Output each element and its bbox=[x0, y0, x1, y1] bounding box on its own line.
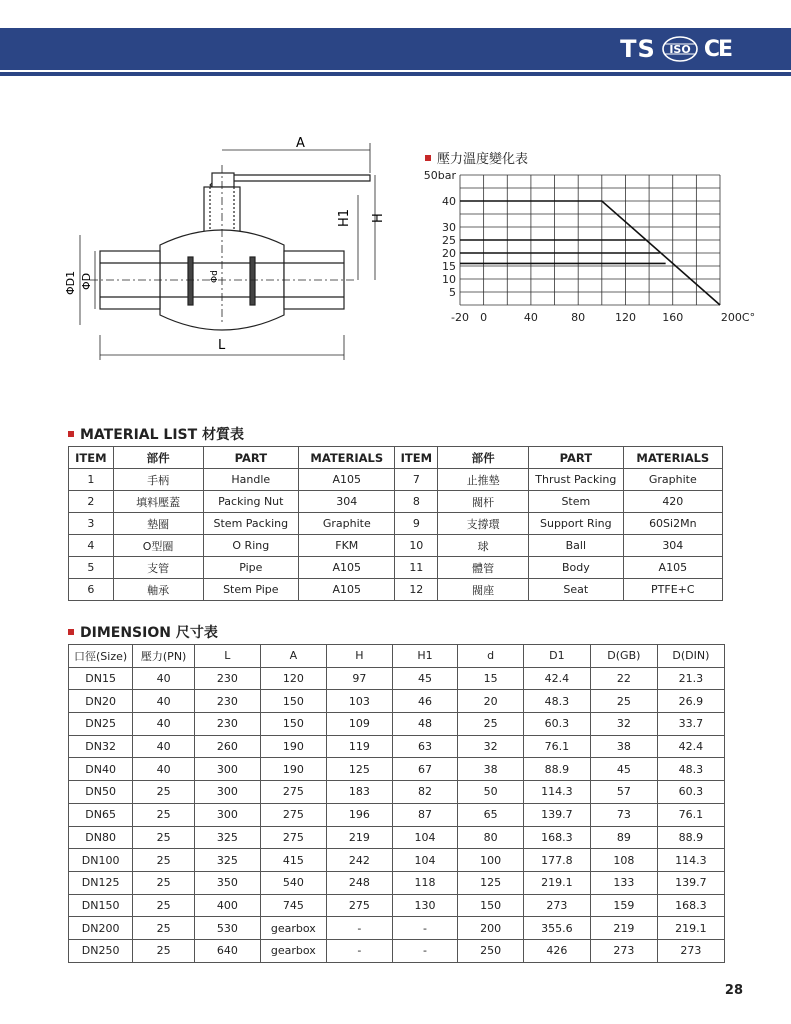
table-cell: 15 bbox=[458, 667, 524, 690]
material-list-title: MATERIAL LIST 材質表 bbox=[68, 424, 244, 444]
table-cell: 手柄 bbox=[113, 469, 203, 491]
table-cell: DN50 bbox=[69, 781, 133, 804]
table-cell: 103 bbox=[327, 690, 393, 713]
bullet-square-icon bbox=[68, 629, 74, 635]
brand-logo bbox=[620, 34, 731, 64]
table-cell: 108 bbox=[590, 849, 657, 872]
table-cell: 200 bbox=[458, 917, 524, 940]
table-cell: 閥座 bbox=[438, 579, 529, 601]
table-cell: 60.3 bbox=[657, 781, 724, 804]
table-cell: 9 bbox=[395, 513, 438, 535]
table-cell: Ball bbox=[529, 535, 624, 557]
dimension-row bbox=[69, 735, 725, 758]
table-cell: 114.3 bbox=[523, 781, 590, 804]
table-cell: DN200 bbox=[69, 917, 133, 940]
table-cell: 125 bbox=[458, 871, 524, 894]
material-table bbox=[68, 446, 723, 601]
table-cell: 219 bbox=[327, 826, 393, 849]
material-header-row bbox=[69, 447, 723, 469]
y-tick-label: 30 bbox=[442, 221, 456, 234]
table-cell: 219.1 bbox=[657, 917, 724, 940]
table-cell: 150 bbox=[260, 713, 326, 736]
dimension-row bbox=[69, 713, 725, 736]
table-cell: 120 bbox=[260, 667, 326, 690]
table-cell: 139.7 bbox=[523, 803, 590, 826]
col-header: D(GB) bbox=[590, 645, 657, 668]
table-cell: 48.3 bbox=[523, 690, 590, 713]
col-header: L bbox=[195, 645, 261, 668]
col-header: ITEM bbox=[395, 447, 438, 469]
table-cell: A105 bbox=[299, 557, 395, 579]
dimension-row bbox=[69, 894, 725, 917]
table-cell: 支撐環 bbox=[438, 513, 529, 535]
table-cell: 415 bbox=[260, 849, 326, 872]
material-row bbox=[69, 513, 723, 535]
page-number: 28 bbox=[724, 983, 743, 998]
table-cell: 82 bbox=[392, 781, 458, 804]
table-cell: 48 bbox=[392, 713, 458, 736]
table-cell: 540 bbox=[260, 871, 326, 894]
table-cell: 軸承 bbox=[113, 579, 203, 601]
table-cell: 275 bbox=[260, 826, 326, 849]
table-cell: 25 bbox=[133, 939, 195, 962]
chart-y-ticks bbox=[424, 169, 457, 299]
table-cell: 1 bbox=[69, 469, 114, 491]
table-cell: 63 bbox=[392, 735, 458, 758]
table-cell: DN125 bbox=[69, 871, 133, 894]
valve-drawing bbox=[60, 135, 390, 370]
table-cell: 304 bbox=[623, 535, 722, 557]
table-cell: DN25 bbox=[69, 713, 133, 736]
table-cell: - bbox=[392, 917, 458, 940]
table-cell: 426 bbox=[523, 939, 590, 962]
dimension-row bbox=[69, 690, 725, 713]
y-tick-label: 15 bbox=[442, 260, 456, 273]
table-cell: PTFE+C bbox=[623, 579, 722, 601]
table-cell: 2 bbox=[69, 491, 114, 513]
table-cell: O Ring bbox=[203, 535, 299, 557]
col-header: D(DIN) bbox=[657, 645, 724, 668]
y-tick-label: 20 bbox=[442, 247, 456, 260]
table-cell: 8 bbox=[395, 491, 438, 513]
table-cell: 275 bbox=[260, 803, 326, 826]
table-cell: gearbox bbox=[260, 939, 326, 962]
table-cell: 46 bbox=[392, 690, 458, 713]
table-cell: 3 bbox=[69, 513, 114, 535]
table-cell: Pipe bbox=[203, 557, 299, 579]
brand-text: TS bbox=[620, 35, 656, 63]
table-cell: 273 bbox=[657, 939, 724, 962]
table-cell: 104 bbox=[392, 826, 458, 849]
table-cell: 32 bbox=[458, 735, 524, 758]
dimension-row bbox=[69, 826, 725, 849]
material-row bbox=[69, 535, 723, 557]
table-cell: 38 bbox=[590, 735, 657, 758]
table-cell: 304 bbox=[299, 491, 395, 513]
table-cell: 22 bbox=[590, 667, 657, 690]
dim-l-label: L bbox=[218, 338, 226, 353]
table-cell: 350 bbox=[195, 871, 261, 894]
table-cell: 60Si2Mn bbox=[623, 513, 722, 535]
table-cell: DN80 bbox=[69, 826, 133, 849]
table-cell: 26.9 bbox=[657, 690, 724, 713]
table-cell: 32 bbox=[590, 713, 657, 736]
table-cell: Stem Packing bbox=[203, 513, 299, 535]
table-cell: 97 bbox=[327, 667, 393, 690]
table-cell: 273 bbox=[590, 939, 657, 962]
col-header: 部件 bbox=[438, 447, 529, 469]
table-cell: 12 bbox=[395, 579, 438, 601]
dimension-row bbox=[69, 939, 725, 962]
table-cell: 177.8 bbox=[523, 849, 590, 872]
table-cell: DN20 bbox=[69, 690, 133, 713]
table-cell: 230 bbox=[195, 713, 261, 736]
col-header: 部件 bbox=[113, 447, 203, 469]
y-tick-label: 40 bbox=[442, 195, 456, 208]
table-cell: 25 bbox=[133, 781, 195, 804]
table-cell: 89 bbox=[590, 826, 657, 849]
table-cell: 25 bbox=[133, 803, 195, 826]
table-cell: 168.3 bbox=[523, 826, 590, 849]
table-cell: 42.4 bbox=[657, 735, 724, 758]
table-cell: Stem Pipe bbox=[203, 579, 299, 601]
table-cell: DN15 bbox=[69, 667, 133, 690]
col-header: PART bbox=[529, 447, 624, 469]
dimension-row bbox=[69, 758, 725, 781]
table-cell: 25 bbox=[133, 917, 195, 940]
table-cell: 21.3 bbox=[657, 667, 724, 690]
table-cell: 67 bbox=[392, 758, 458, 781]
table-cell: 196 bbox=[327, 803, 393, 826]
material-row bbox=[69, 491, 723, 513]
table-cell: 325 bbox=[195, 826, 261, 849]
table-cell: 119 bbox=[327, 735, 393, 758]
col-header: PART bbox=[203, 447, 299, 469]
table-cell: 38 bbox=[458, 758, 524, 781]
table-cell: 6 bbox=[69, 579, 114, 601]
bullet-square-icon bbox=[68, 431, 74, 437]
col-header: 壓力(PN) bbox=[133, 645, 195, 668]
table-cell: 25 bbox=[133, 894, 195, 917]
table-cell: 42.4 bbox=[523, 667, 590, 690]
table-cell: 139.7 bbox=[657, 871, 724, 894]
y-tick-label: 25 bbox=[442, 234, 456, 247]
table-cell: 20 bbox=[458, 690, 524, 713]
ce-mark: CE bbox=[703, 36, 731, 62]
table-cell: 88.9 bbox=[523, 758, 590, 781]
dim-h1-label: H1 bbox=[337, 208, 352, 227]
table-cell: 125 bbox=[327, 758, 393, 781]
col-header: MATERIALS bbox=[299, 447, 395, 469]
table-cell: Handle bbox=[203, 469, 299, 491]
table-cell: 248 bbox=[327, 871, 393, 894]
table-cell: A105 bbox=[299, 579, 395, 601]
table-cell: 300 bbox=[195, 803, 261, 826]
table-cell: 530 bbox=[195, 917, 261, 940]
table-cell: 100 bbox=[458, 849, 524, 872]
dim-a-label: A bbox=[296, 136, 305, 151]
table-cell: 10 bbox=[395, 535, 438, 557]
dimension-row bbox=[69, 667, 725, 690]
header-rule bbox=[0, 72, 791, 76]
table-cell: 133 bbox=[590, 871, 657, 894]
dimension-table bbox=[68, 644, 725, 963]
y-tick-label: 5 bbox=[449, 286, 456, 299]
table-cell: 閥杆 bbox=[438, 491, 529, 513]
iso-logo-icon bbox=[662, 36, 698, 62]
table-cell: 118 bbox=[392, 871, 458, 894]
table-cell: 11 bbox=[395, 557, 438, 579]
dimension-title: DIMENSION 尺寸表 bbox=[68, 622, 218, 642]
y-tick-label: 10 bbox=[442, 273, 456, 286]
table-cell: 104 bbox=[392, 849, 458, 872]
col-header: ITEM bbox=[69, 447, 114, 469]
dim-h-label: H bbox=[371, 213, 386, 223]
table-cell: 40 bbox=[133, 735, 195, 758]
table-cell: 25 bbox=[458, 713, 524, 736]
table-cell: 40 bbox=[133, 713, 195, 736]
table-cell: 48.3 bbox=[657, 758, 724, 781]
dimension-row bbox=[69, 803, 725, 826]
table-cell: 65 bbox=[458, 803, 524, 826]
x-tick-label: -20 bbox=[451, 311, 469, 324]
table-cell: 242 bbox=[327, 849, 393, 872]
table-cell: 40 bbox=[133, 690, 195, 713]
dimension-row bbox=[69, 781, 725, 804]
table-cell: 420 bbox=[623, 491, 722, 513]
col-header: d bbox=[458, 645, 524, 668]
table-cell: 25 bbox=[133, 871, 195, 894]
pressure-temperature-chart bbox=[415, 160, 756, 325]
table-cell: 400 bbox=[195, 894, 261, 917]
table-cell: 355.6 bbox=[523, 917, 590, 940]
table-cell: 275 bbox=[260, 781, 326, 804]
table-cell: 230 bbox=[195, 690, 261, 713]
table-cell: 745 bbox=[260, 894, 326, 917]
table-cell: Support Ring bbox=[529, 513, 624, 535]
table-cell: 230 bbox=[195, 667, 261, 690]
table-cell: 球 bbox=[438, 535, 529, 557]
table-cell: Thrust Packing bbox=[529, 469, 624, 491]
table-cell: 4 bbox=[69, 535, 114, 557]
table-cell: FKM bbox=[299, 535, 395, 557]
table-cell: 150 bbox=[458, 894, 524, 917]
iso-text: ISO bbox=[669, 43, 691, 56]
table-cell: 止推墊 bbox=[438, 469, 529, 491]
table-cell: 273 bbox=[523, 894, 590, 917]
dim-pd1-label: ΦD1 bbox=[64, 270, 77, 295]
table-cell: 190 bbox=[260, 735, 326, 758]
table-cell: 76.1 bbox=[523, 735, 590, 758]
table-cell: Graphite bbox=[299, 513, 395, 535]
table-cell: 260 bbox=[195, 735, 261, 758]
x-tick-label: 160 bbox=[662, 311, 684, 324]
table-cell: DN250 bbox=[69, 939, 133, 962]
chart-x-ticks bbox=[451, 311, 755, 324]
table-cell: 109 bbox=[327, 713, 393, 736]
dimension-row bbox=[69, 871, 725, 894]
x-tick-label: 0 bbox=[480, 311, 488, 324]
table-cell: 250 bbox=[458, 939, 524, 962]
dimension-header-row bbox=[69, 645, 725, 668]
table-cell: 25 bbox=[133, 826, 195, 849]
table-cell: 219 bbox=[590, 917, 657, 940]
table-cell: 5 bbox=[69, 557, 114, 579]
table-cell: - bbox=[392, 939, 458, 962]
table-cell: 300 bbox=[195, 758, 261, 781]
material-row bbox=[69, 469, 723, 491]
table-cell: 50 bbox=[458, 781, 524, 804]
dim-pdsmall-label: Φd bbox=[210, 270, 220, 283]
table-cell: 150 bbox=[260, 690, 326, 713]
col-header: H bbox=[327, 645, 393, 668]
table-cell: 168.3 bbox=[657, 894, 724, 917]
table-cell: 40 bbox=[133, 667, 195, 690]
table-cell: 25 bbox=[590, 690, 657, 713]
table-cell: gearbox bbox=[260, 917, 326, 940]
table-cell: 640 bbox=[195, 939, 261, 962]
dim-pd-label: ΦD bbox=[80, 272, 93, 290]
table-cell: 填料壓蓋 bbox=[113, 491, 203, 513]
x-tick-label: 40 bbox=[523, 311, 538, 324]
col-header: 口徑(Size) bbox=[69, 645, 133, 668]
table-cell: Body bbox=[529, 557, 624, 579]
table-cell: DN32 bbox=[69, 735, 133, 758]
table-cell: 275 bbox=[327, 894, 393, 917]
table-cell: - bbox=[327, 939, 393, 962]
table-cell: 325 bbox=[195, 849, 261, 872]
table-cell: 25 bbox=[133, 849, 195, 872]
table-cell: 130 bbox=[392, 894, 458, 917]
y-tick-label: 50bar bbox=[423, 169, 456, 182]
table-cell: 88.9 bbox=[657, 826, 724, 849]
x-tick-label: 120 bbox=[614, 311, 636, 324]
table-cell: Stem bbox=[529, 491, 624, 513]
table-cell: 76.1 bbox=[657, 803, 724, 826]
table-cell: 114.3 bbox=[657, 849, 724, 872]
table-cell: 300 bbox=[195, 781, 261, 804]
table-cell: 60.3 bbox=[523, 713, 590, 736]
table-cell: 159 bbox=[590, 894, 657, 917]
table-cell: 183 bbox=[327, 781, 393, 804]
table-cell: 80 bbox=[458, 826, 524, 849]
table-cell: DN100 bbox=[69, 849, 133, 872]
col-header: MATERIALS bbox=[623, 447, 722, 469]
table-cell: 支管 bbox=[113, 557, 203, 579]
dimension-row bbox=[69, 917, 725, 940]
material-row bbox=[69, 579, 723, 601]
table-cell: 墊圈 bbox=[113, 513, 203, 535]
table-cell: O型圈 bbox=[113, 535, 203, 557]
chart-title: 壓力溫度變化表 bbox=[425, 148, 528, 167]
table-cell: DN150 bbox=[69, 894, 133, 917]
col-header: A bbox=[260, 645, 326, 668]
x-tick-label: 80 bbox=[571, 311, 586, 324]
table-cell: DN65 bbox=[69, 803, 133, 826]
table-cell: 體管 bbox=[438, 557, 529, 579]
dimension-row bbox=[69, 849, 725, 872]
table-cell: 87 bbox=[392, 803, 458, 826]
table-cell: Packing Nut bbox=[203, 491, 299, 513]
table-cell: 73 bbox=[590, 803, 657, 826]
table-cell: 40 bbox=[133, 758, 195, 781]
table-cell: Graphite bbox=[623, 469, 722, 491]
table-cell: 219.1 bbox=[523, 871, 590, 894]
table-cell: 7 bbox=[395, 469, 438, 491]
table-cell: - bbox=[327, 917, 393, 940]
table-cell: A105 bbox=[623, 557, 722, 579]
table-cell: 45 bbox=[392, 667, 458, 690]
table-cell: Seat bbox=[529, 579, 624, 601]
material-row bbox=[69, 557, 723, 579]
table-cell: 33.7 bbox=[657, 713, 724, 736]
x-tick-label: 200C° bbox=[720, 311, 756, 324]
table-cell: A105 bbox=[299, 469, 395, 491]
table-cell: DN40 bbox=[69, 758, 133, 781]
col-header: D1 bbox=[523, 645, 590, 668]
table-cell: 45 bbox=[590, 758, 657, 781]
col-header: H1 bbox=[392, 645, 458, 668]
table-cell: 57 bbox=[590, 781, 657, 804]
table-cell: 190 bbox=[260, 758, 326, 781]
